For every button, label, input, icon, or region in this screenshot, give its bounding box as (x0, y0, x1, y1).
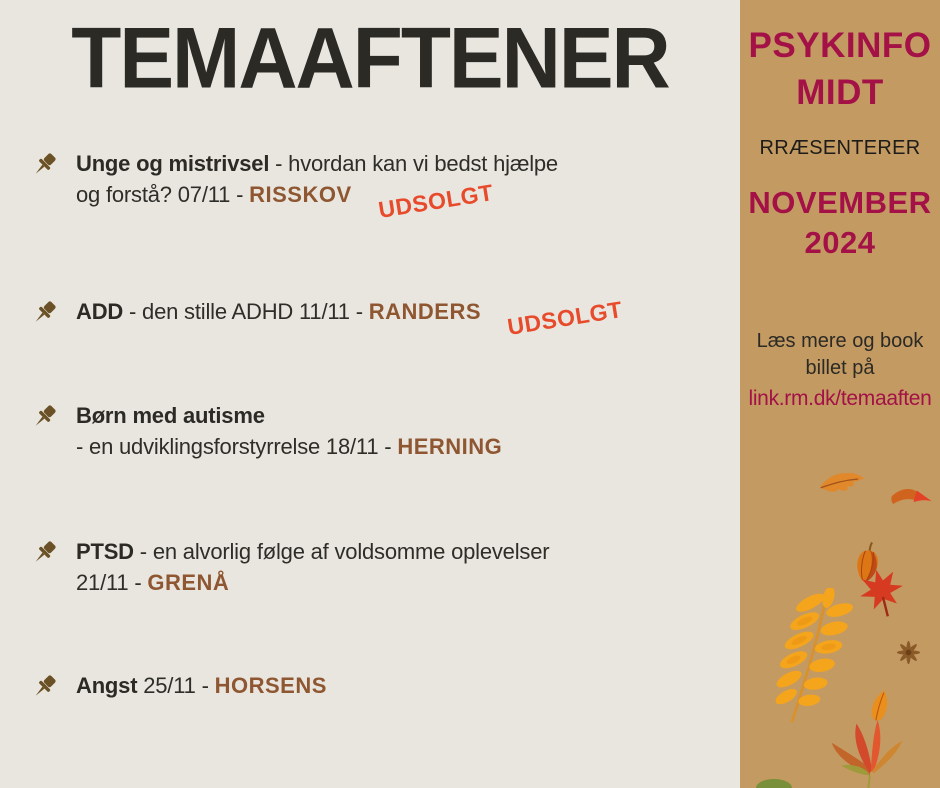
event-description: og forstå? 07/11 - (76, 182, 250, 207)
page-title: TEMAAFTENER (71, 11, 669, 107)
month-label: NOVEMBER (748, 185, 932, 220)
event-item (28, 296, 688, 340)
booking-link: link.rm.dk/temaaften (748, 387, 932, 410)
event-description: 21/11 - (76, 570, 148, 595)
maple-leaf-icon (852, 562, 911, 624)
presents-label: RRÆSENTERER (759, 137, 921, 159)
pushpin-icon (28, 150, 59, 181)
soldout-badge: UDSOLGT (376, 179, 495, 223)
booking-text-line2: billet på (805, 357, 875, 379)
oak-leaf-icon (815, 462, 872, 506)
brand-line2: MIDT (796, 73, 884, 112)
palmate-leaf-icon (824, 716, 910, 788)
event-location: RANDERS (368, 299, 482, 324)
year-label: 2024 (804, 225, 876, 260)
pushpin-icon (28, 672, 59, 703)
event-location: RISSKOV (249, 182, 352, 207)
event-item (28, 670, 688, 703)
brand-line1: PSYKINFO (748, 26, 932, 65)
event-item (28, 400, 688, 462)
sidebar (740, 0, 940, 788)
pushpin-icon (28, 538, 59, 569)
pushpin-icon (28, 298, 59, 329)
pushpin-icon (28, 402, 59, 433)
event-description: - en udviklingsforstyrrelse 18/11 - (76, 434, 398, 459)
green-leaf-icon (754, 774, 794, 788)
event-title: Unge og mistrivsel (76, 151, 270, 176)
event-title: Børn med autisme (76, 403, 265, 428)
event-description: 25/11 - (137, 673, 215, 698)
event-location: GRENÅ (147, 570, 230, 595)
booking-text-line1: Læs mere og book (756, 330, 924, 352)
soldout-badge: UDSOLGT (505, 296, 625, 340)
booking-info (740, 328, 940, 412)
event-location: HORSENS (214, 673, 327, 698)
rowan-leaf-icon (766, 588, 858, 726)
event-description: - hvordan kan vi bedst hjælpe (269, 151, 558, 176)
month-year (740, 183, 940, 263)
event-title: ADD (76, 299, 124, 324)
event-location: HERNING (397, 434, 503, 459)
star-anise-icon (894, 638, 923, 667)
event-title: Angst (76, 673, 138, 698)
event-title: PTSD (76, 539, 134, 564)
event-description: - den stille ADHD 11/11 - (123, 299, 369, 324)
event-item (28, 148, 688, 223)
brand-title (740, 22, 940, 116)
event-description: - en alvorlig følge af voldsomme oplevelser (133, 539, 550, 564)
event-item (28, 536, 688, 598)
leaf-fragment-icon (889, 482, 935, 512)
